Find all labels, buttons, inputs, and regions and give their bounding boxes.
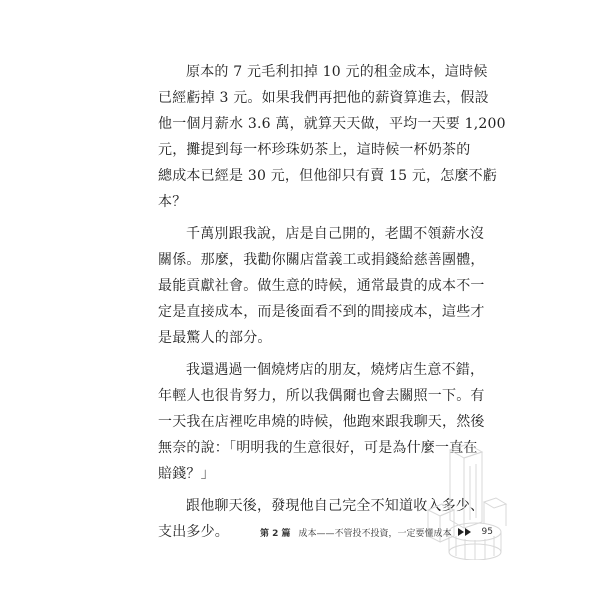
text-line: 總成本已經是 30 元，但他卻只有賣 15 元，怎麼不虧: [158, 168, 498, 184]
text-line: 原本的 7 元毛利扣掉 10 元的租金成本，這時候: [186, 64, 488, 80]
part-label: 第 2 篇: [260, 528, 291, 539]
text-line: 元，攤提到每一杯珍珠奶茶上，這時候一杯奶茶的: [158, 142, 471, 158]
text-line: 定是直接成本，而是後面看不到的間接成本，這些才: [158, 304, 485, 320]
paragraph-1: [158, 59, 506, 215]
text-line: 賠錢？」: [158, 466, 215, 482]
text-line: 一天我在店裡吃串燒的時候，他跑來跟我聊天，然後: [158, 414, 485, 430]
page-footer: [260, 524, 493, 540]
text-line: 年輕人也很肯努力，所以我偶爾也會去關照一下。有: [158, 388, 485, 404]
page-number: 95: [481, 527, 493, 537]
text-line: 我還遇過一個燒烤店的朋友，燒烤店生意不錯，: [186, 362, 485, 378]
chapter-title: 成本——不管投不投資，一定要懂成本: [298, 528, 452, 539]
text-line: 關係。那麼，我勸你關店當義工或捐錢給慈善團體，: [158, 252, 485, 268]
text-line: 跟他聊天後，發現他自己完全不知道收入多少、: [186, 498, 485, 514]
double-right-arrow-icon: [458, 528, 472, 536]
text-line: 千萬別跟我說，店是自己開的，老闆不領薪水沒: [186, 226, 485, 242]
text-line: 他一個月薪水 3.6 萬，就算天天做，平均一天要 1,200: [158, 116, 506, 132]
text-line: 支出多少。: [158, 524, 229, 540]
text-line: 已經虧掉 3 元。如果我們再把他的薪資算進去，假設: [158, 90, 489, 106]
text-line: 本？: [158, 194, 187, 210]
text-line: 無奈的說：「明明我的生意很好，可是為什麼一直在: [158, 440, 478, 456]
paragraph-2: [158, 221, 485, 351]
text-line: 最能貢獻社會。做生意的時候，通常最貴的成本不一: [158, 278, 485, 294]
text-line: 是最驚人的部分。: [158, 330, 272, 346]
building-sketch-icon: [420, 440, 510, 560]
